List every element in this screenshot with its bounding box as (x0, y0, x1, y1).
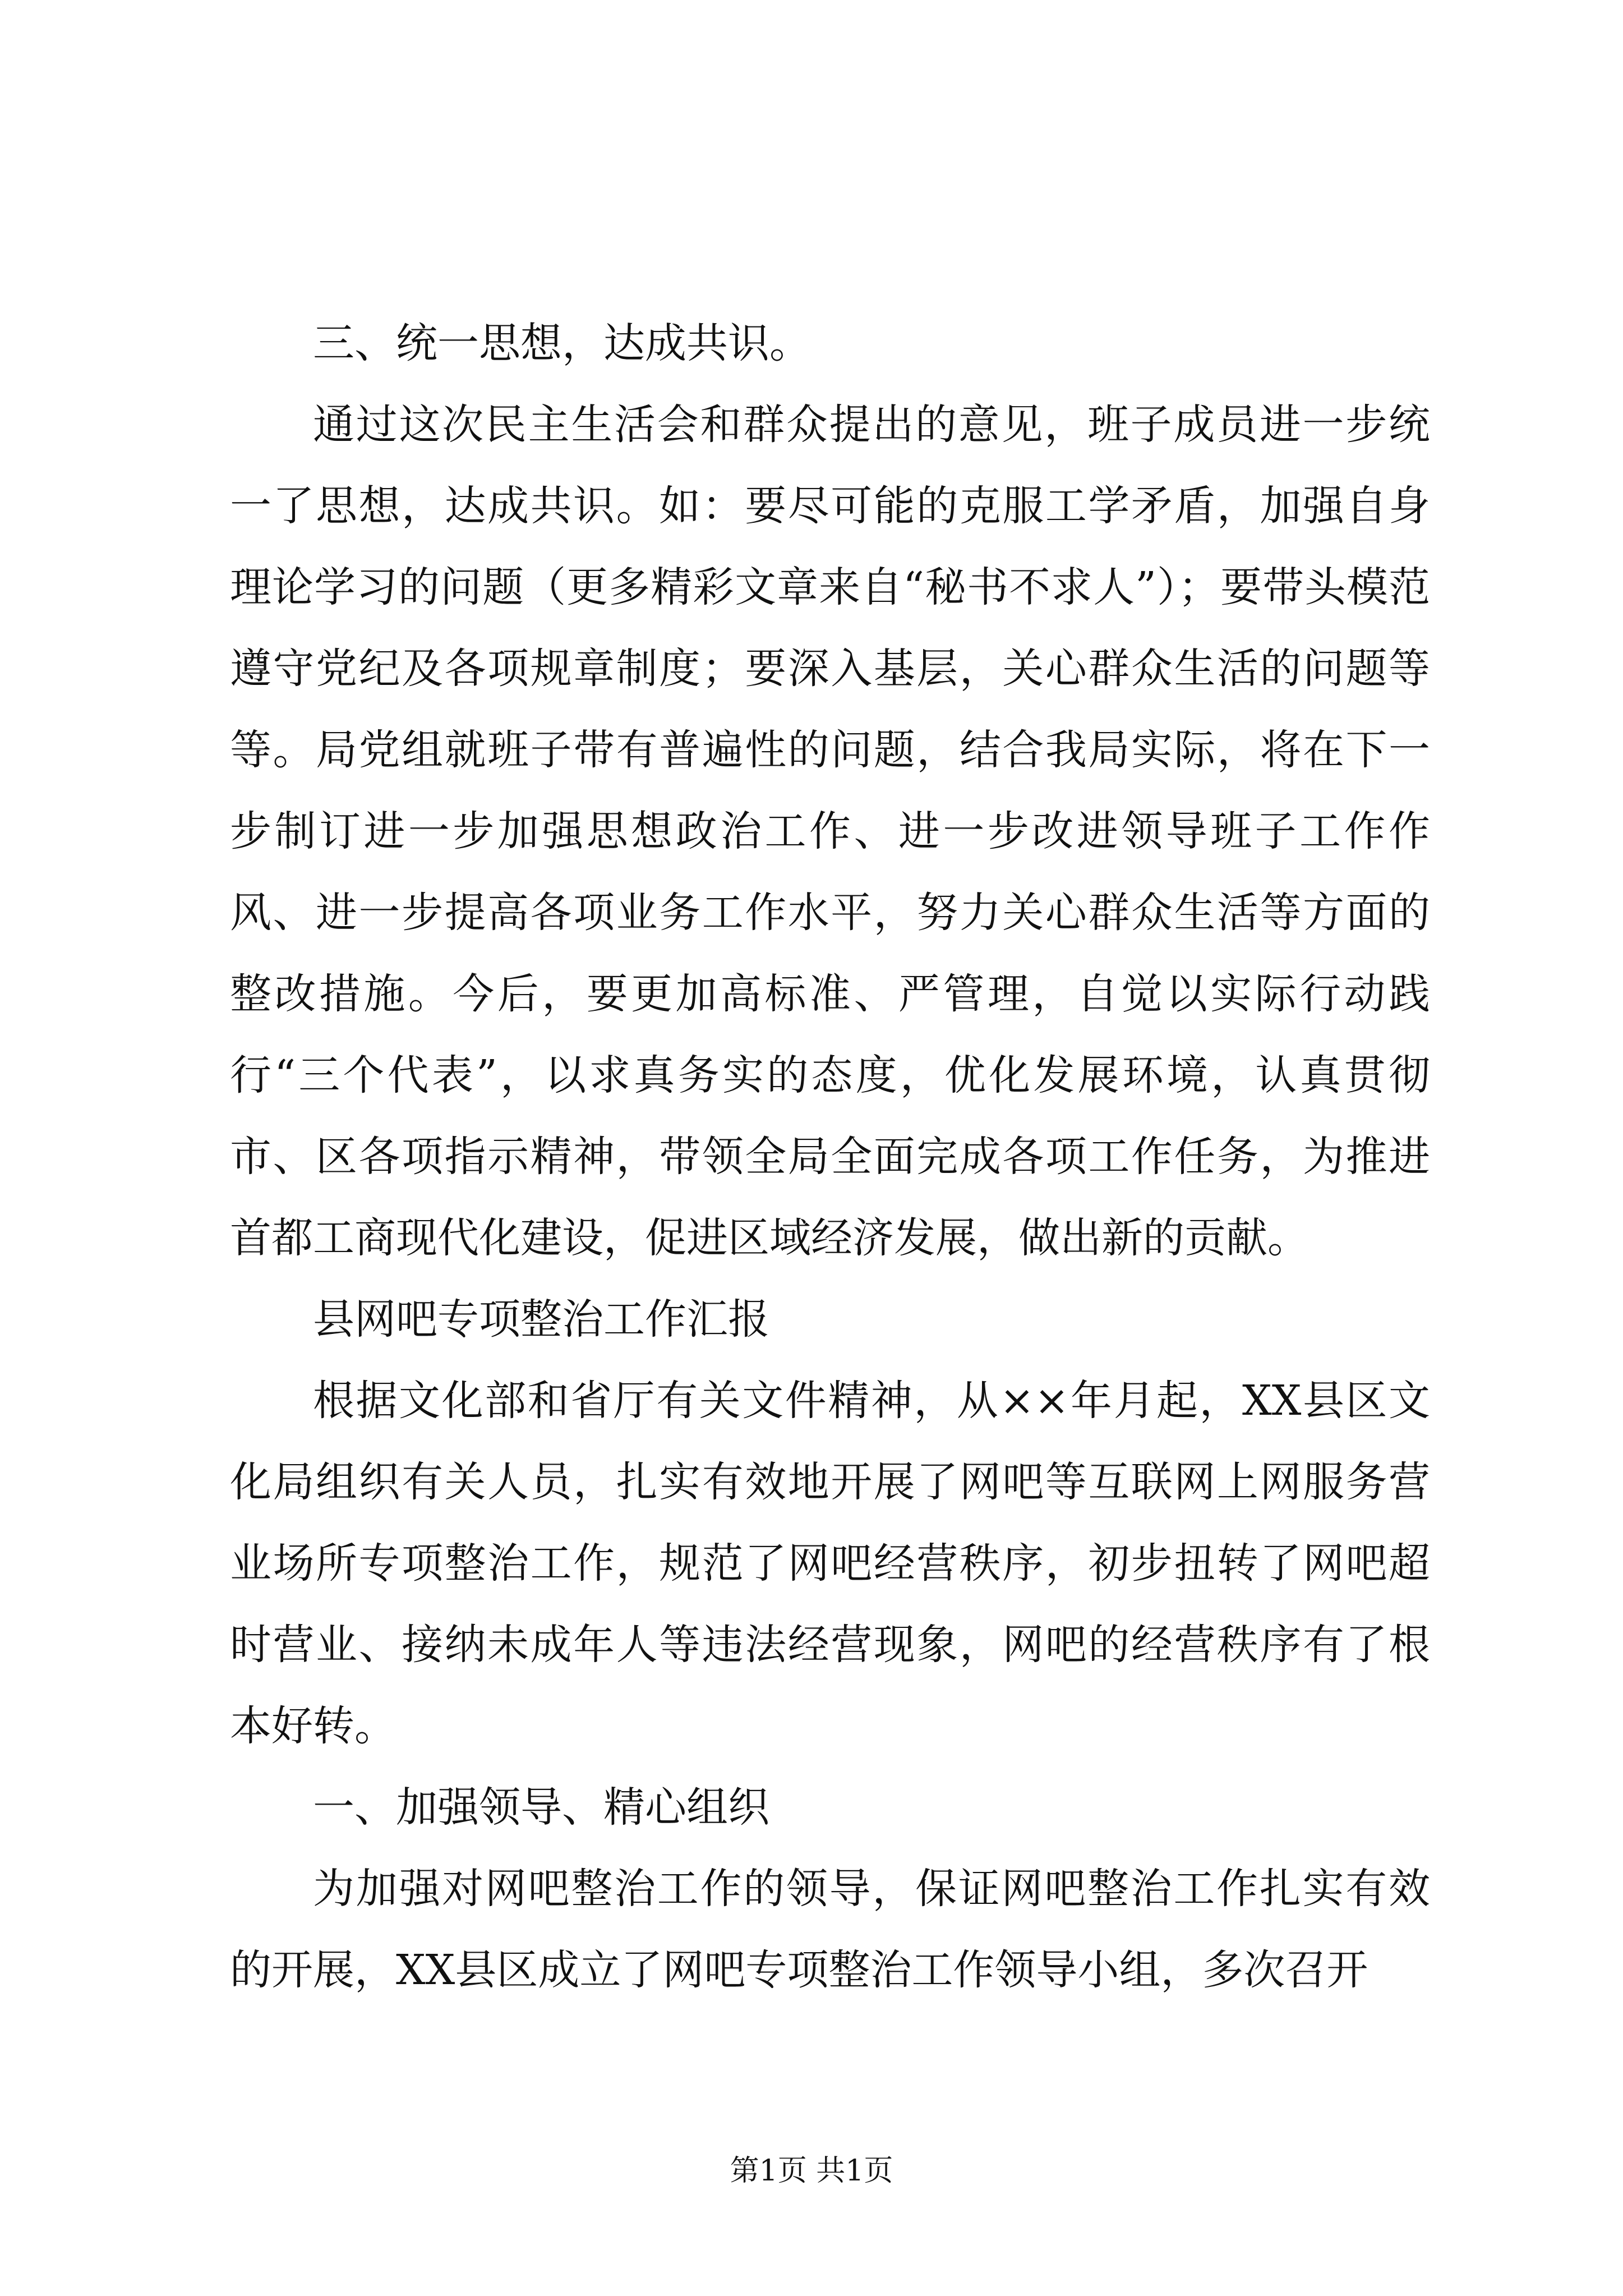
paragraph-leadership: 为加强对网吧整治工作的领导，保证网吧整治工作扎实有效的开展，XX县区成立了网吧专项整治工作领导小组，多次召开 (230, 1865, 1430, 1994)
paragraph-rectification: 根据文化部和省厅有关文件精神，从××年月起，XX县区文化局组织有关人员，扎实有效地开展了网吧等互联网上网服务营业场所专项整治工作，规范了网吧经营秩序，初步扭转了网吧超时营业、接纳未成年人等违法经营现象，网吧的经营秩序有了根本好转。 (230, 1377, 1430, 1750)
report-title: 县网吧专项整治工作汇报 (313, 1295, 769, 1343)
paragraph-consensus: 通过这次民主生活会和群众提出的意见，班子成员进一步统一了思想，达成共识。如：要尽可能的克服工学矛盾，加强自身理论学习的问题（更多精彩文章来自“秘书不求人”）；要带头模范遵守党纪及各项规章制度；要深入基层，关心群众生活的问题等等。局党组就班子带有普遍性的问题，结合我局实际，将在下一步制订进一步加强思想政治工作、进一步改进领导班子工作作风、进一步提高各项业务工作水平，努力关心群众生活等方面的整改措施。今后，要更加高标准、严管理，自觉以实际行动践行“三个代表”，以求真务实的态度，优化发展环境，认真贯彻市、区各项指示精神，带领全局全面完成各项工作任务，为推进首都工商现代化建设，促进区域经济发展，做出新的贡献。 (230, 401, 1430, 1262)
section-heading-leadership: 一、加强领导、精心组织 (313, 1783, 769, 1832)
document-body (230, 303, 1430, 2011)
page-footer: 第1页 共1页 (730, 2154, 893, 2188)
section-heading-unify-thinking: 三、统一思想，达成共识。 (313, 319, 811, 367)
